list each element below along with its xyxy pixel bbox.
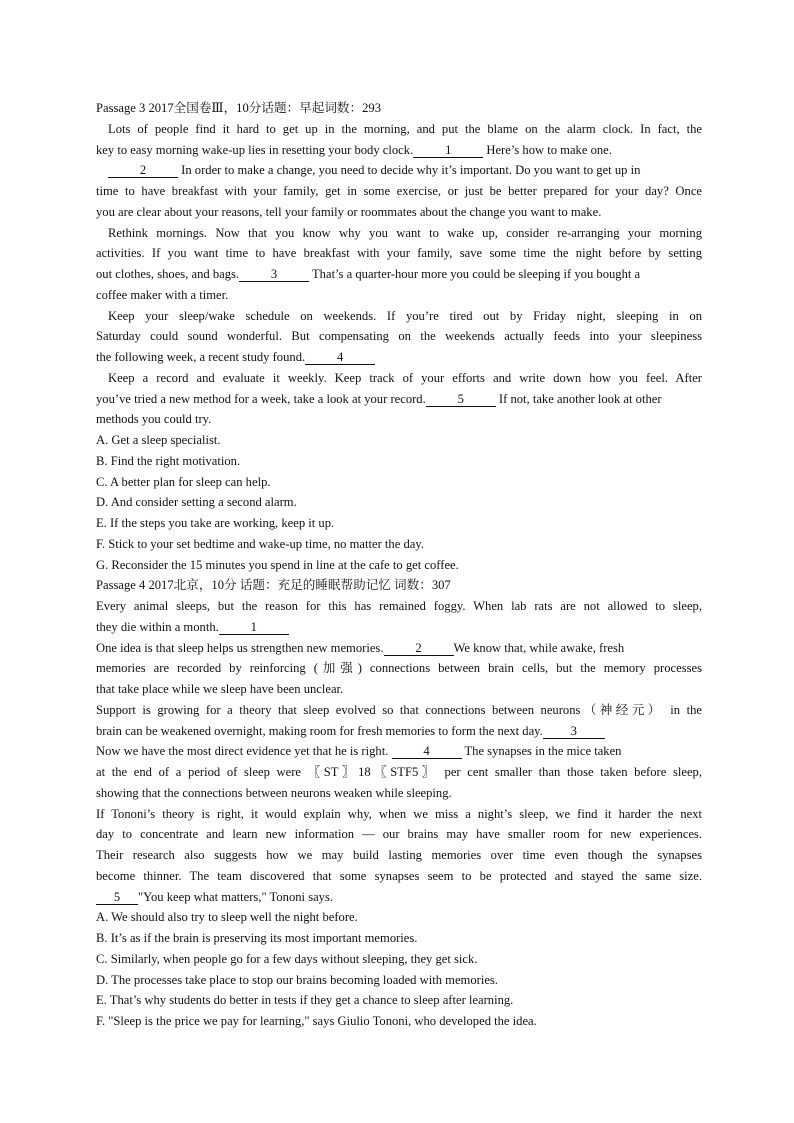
passage-4-header: Passage 4 2017北京，10分 话题：充足的睡眠帮助记忆 词数：307 <box>96 578 451 593</box>
passage-4-option: A. We should also try to sleep well the night before. <box>96 910 358 925</box>
document-page <box>96 98 702 1032</box>
passage-4-option: C. Similarly, when people go for a few days without sleeping, they get sick. <box>96 951 478 966</box>
passage-4-option: E. That’s why students do better in tests if they get a chance to sleep after learning. <box>96 993 514 1008</box>
passage-3-line: time to have breakfast with your family, get in some exercise, or just be better prepared for your day? Once <box>96 184 702 198</box>
passage-4-line: at the end of a period of sleep were 〖ST〗18〖STF5〗 per cent smaller than those taken before sleep, <box>96 765 702 779</box>
passage-3-option: G. Reconsider the 15 minutes you spend in line at the cafe to get coffee. <box>96 557 459 572</box>
answer-blank-5[interactable]: 5 <box>96 890 138 905</box>
passage-3-option: F. Stick to your set bedtime and wake-up time, no matter the day. <box>96 536 424 551</box>
passage-3-line: Keep a record and evaluate it weekly. Keep track of your efforts and write down how you feel. After <box>108 370 702 385</box>
answer-blank-2[interactable]: 2 <box>108 163 178 178</box>
passage-4-line: that take place while we sleep have been unclear. <box>96 682 344 696</box>
passage-3-header: Passage 3 2017全国卷Ⅲ，10分话题：早起词数：293 <box>96 101 382 115</box>
answer-blank-3[interactable]: 3 <box>239 267 309 282</box>
passage-3-line: you’ve tried a new method for a week, take a look at your record. 5 If not, take another look at other <box>96 391 662 406</box>
passage-3-line: Lots of people find it hard to get up in the morning, and put the blame on the alarm clock. In fact, the <box>108 121 702 136</box>
passage-4-line: day to concentrate and learn new information — our brains may have smaller room for new experiences. <box>96 827 702 842</box>
passage-4-line: Support is growing for a theory that sleep evolved so that connections between neurons（神经元） in the <box>96 702 702 717</box>
passage-4-line: memories are recorded by reinforcing (加强) connections between brain cells, but the memory processes <box>96 661 702 676</box>
passage-3-line: out clothes, shoes, and bags. 3 That’s a quarter-hour more you could be sleeping if you bought a <box>96 267 641 281</box>
passage-3-line: activities. If you want time to have breakfast with your family, save some time the night before by setting <box>96 246 702 261</box>
passage-3-option: E. If the steps you take are working, keep it up. <box>96 516 335 530</box>
passage-4-option: F. "Sleep is the price we pay for learning," says Giulio Tononi, who developed the idea. <box>96 1014 537 1028</box>
passage-3-line: key to easy morning wake-up lies in resetting your body clock. 1 Here’s how to make one. <box>96 142 612 157</box>
passage-3-option: B. Find the right motivation. <box>96 453 241 468</box>
passage-3-option: C. A better plan for sleep can help. <box>96 474 271 489</box>
answer-blank-4[interactable]: 4 <box>305 350 375 365</box>
passage-4-line: they die within a month. 1 <box>96 617 702 638</box>
passage-4-line: brain can be weakened overnight, making room for fresh memories to form the next day. 3 <box>96 721 702 742</box>
passage-3-line: Rethink mornings. Now that you know why you want to wake up, consider re-arranging your morning <box>108 225 702 240</box>
passage-4-option: D. The processes take place to stop our brains becoming loaded with memories. <box>96 972 498 987</box>
passage-4-line: Their research also suggests how we may build lasting memories over time even though the synapses <box>96 848 702 862</box>
passage-4-line: become thinner. The team discovered that some synapses seem to be protected and stayed the same size. <box>96 868 702 883</box>
passage-4-line: One idea is that sleep helps us strengthen new memories. 2 We know that, while awake, fresh <box>96 640 625 655</box>
passage-3-line: Saturday could sound wonderful. But compensating on the weekends actually feeds into your sleepiness <box>96 329 702 344</box>
passage-4-line: Now we have the most direct evidence yet that he is right. 4 The synapses in the mice taken <box>96 744 622 759</box>
answer-blank-3[interactable]: 3 <box>543 724 605 739</box>
passage-3-line: you are clear about your reasons, tell your family or roommates about the change you want to make. <box>96 204 602 219</box>
answer-blank-1[interactable]: 1 <box>413 143 483 158</box>
passage-3-option: D. And consider setting a second alarm. <box>96 495 297 510</box>
passage-3-line: coffee maker with a timer. <box>96 287 229 302</box>
passage-4-line: Every animal sleeps, but the reason for this has remained foggy. When lab rats are not allowed to sleep, <box>96 599 702 613</box>
passage-3-line: Keep your sleep/wake schedule on weekends. If you’re tired out by Friday night, sleeping in on <box>108 308 702 323</box>
passage-3-option: A. Get a sleep specialist. <box>96 433 221 447</box>
passage-3-line: 2 In order to make a change, you need to decide why it’s important. Do you want to get up in <box>96 160 702 181</box>
passage-4-line: 5 "You keep what matters," Tononi says. <box>96 887 702 908</box>
passage-3-line: methods you could try. <box>96 412 212 427</box>
answer-blank-5[interactable]: 5 <box>426 392 496 407</box>
passage-4-option: B. It’s as if the brain is preserving its most important memories. <box>96 931 418 945</box>
passage-4-line: If Tononi’s theory is right, it would explain why, when we miss a night’s sleep, we find it harder the next <box>96 806 702 821</box>
answer-blank-4[interactable]: 4 <box>392 744 462 759</box>
passage-4-line: showing that the connections between neurons weaken while sleeping. <box>96 785 452 800</box>
passage-3-line: the following week, a recent study found. 4 <box>96 347 702 368</box>
answer-blank-2[interactable]: 2 <box>384 641 454 656</box>
answer-blank-1[interactable]: 1 <box>219 620 289 635</box>
